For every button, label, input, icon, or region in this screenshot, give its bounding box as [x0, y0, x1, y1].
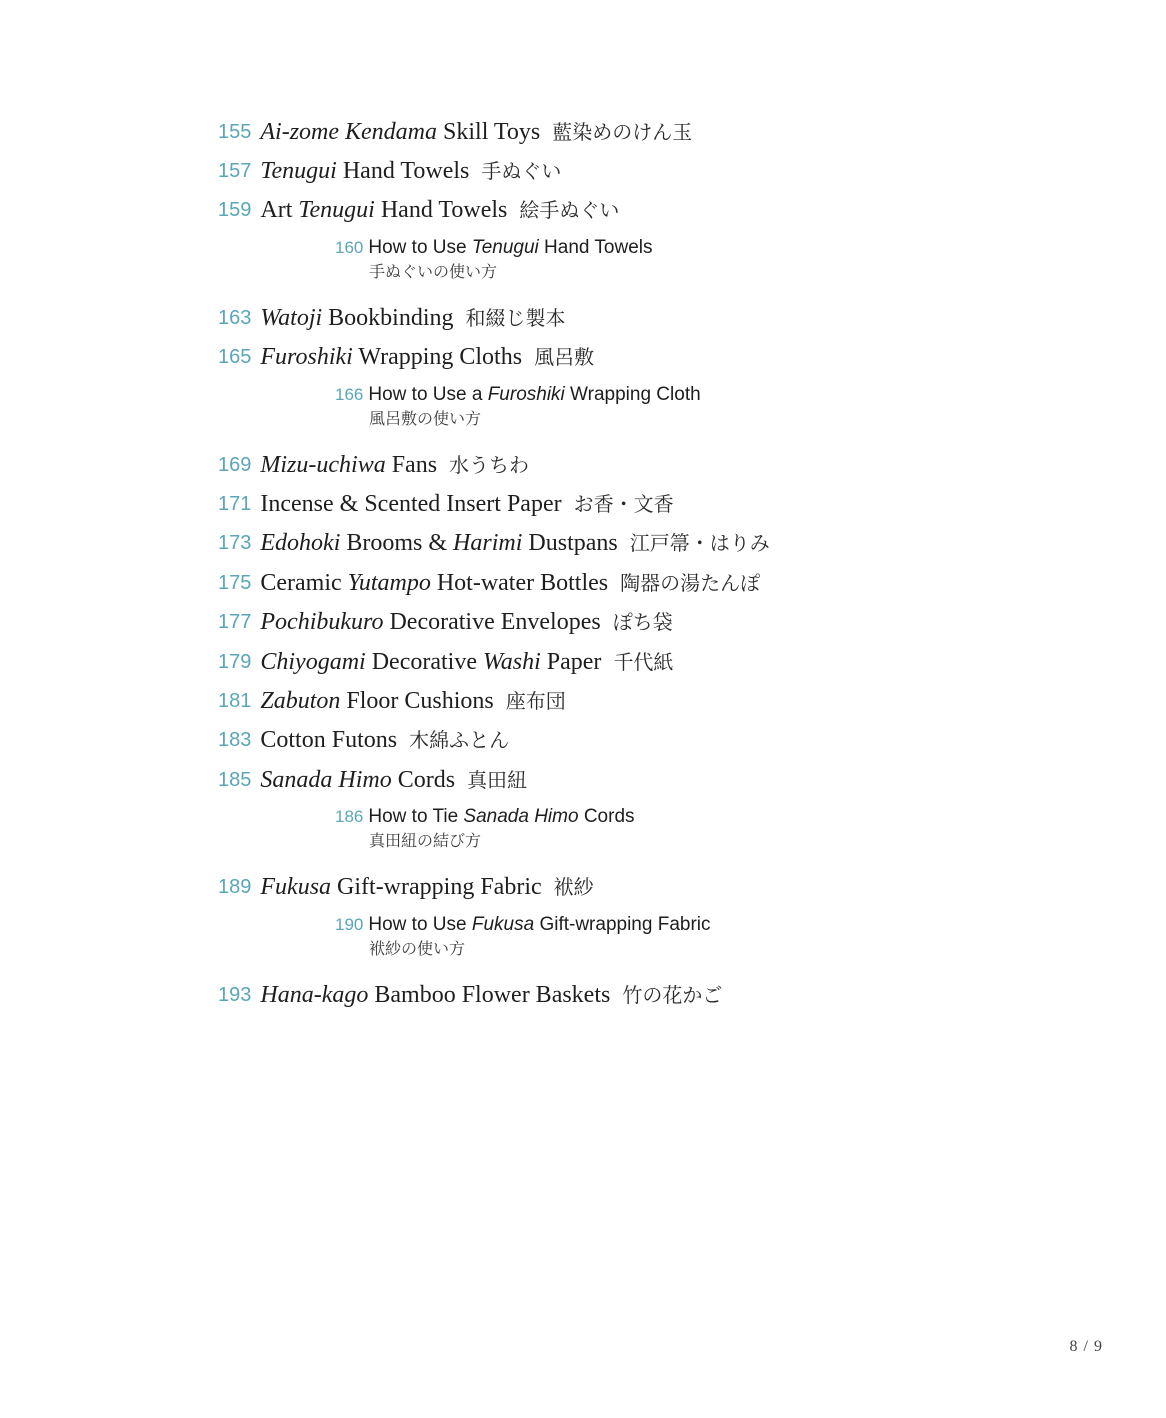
toc-title-part: Cords [391, 766, 456, 793]
toc-title-part: Watoji [260, 304, 323, 331]
toc-title [260, 728, 397, 752]
toc-subentry[interactable] [218, 907, 1118, 975]
toc-subentry-title-part: Wrapping Cloth [564, 383, 701, 405]
toc-subentry[interactable] [218, 799, 1118, 867]
toc-title-part: Pochibukuro [260, 609, 384, 636]
toc-title-part: Harimi [453, 530, 523, 557]
toc-japanese-title: 水うちわ [449, 452, 530, 477]
toc-title [260, 159, 469, 183]
toc-title-part: Yutampo [347, 569, 431, 596]
toc-entry[interactable] [218, 484, 1118, 523]
toc-title [260, 689, 493, 713]
toc-subentry-title-part: Fukusa [471, 913, 535, 935]
toc-entry[interactable] [218, 975, 1118, 1014]
toc-title-part: Incense & Scented Insert Paper [260, 491, 562, 518]
toc-japanese-title: 江戸箒・はりみ [629, 531, 770, 556]
toc-subentry-line [335, 913, 1118, 937]
toc-title-part: Tenugui [298, 197, 375, 224]
toc-title-part: Edohoki [260, 530, 341, 557]
toc-title-part: Sanada Himo [260, 766, 392, 793]
toc-entry[interactable] [218, 681, 1118, 720]
toc-subentry-page-number: 160 [335, 238, 364, 258]
toc-page-number: 179 [218, 650, 252, 673]
toc-japanese-title: ぽち袋 [612, 610, 673, 635]
toc-entry[interactable] [218, 191, 1118, 230]
toc-title-part: Mizu-uchiwa [260, 451, 386, 478]
toc-page-number: 163 [218, 306, 252, 329]
toc-title-part: Floor Cushions [340, 687, 494, 714]
toc-subentry[interactable] [218, 377, 1118, 445]
toc-subentry-japanese-title: 手ぬぐいの使い方 [369, 262, 498, 282]
toc-entry[interactable] [218, 603, 1118, 642]
toc-entry[interactable] [218, 151, 1118, 190]
toc-japanese-title: 真田紐 [467, 767, 528, 792]
toc-japanese-title: 藍染めのけん玉 [552, 119, 693, 144]
toc-page-number: 155 [218, 120, 252, 143]
toc-title [260, 120, 540, 144]
toc-japanese-title: 木綿ふとん [409, 728, 510, 753]
toc-title-part: Hana-kago [260, 981, 369, 1008]
toc-title-part: Ai-zome Kendama [260, 118, 438, 145]
toc-title-part: Fukusa [260, 874, 332, 901]
toc-subentry-line [335, 236, 1118, 260]
toc-title-part: Wrapping Cloths [352, 344, 523, 371]
toc-subentry-line [335, 805, 1118, 829]
toc-title-part: Hot-water Bottles [430, 569, 609, 596]
toc-page-number: 193 [218, 983, 252, 1006]
toc-entry[interactable] [218, 867, 1118, 906]
toc-subentry-title-part: Cords [578, 806, 635, 828]
toc-title-part: Skill Toys [437, 118, 541, 145]
toc-subentry-title-part: How to Use a [368, 383, 488, 405]
toc-japanese-title: お香・文香 [573, 492, 674, 517]
toc-title-part: Hand Towels [336, 158, 470, 185]
toc-entry[interactable] [218, 298, 1118, 337]
toc-title-part: Decorative Envelopes [383, 609, 601, 636]
toc-title-part: Hand Towels [374, 197, 508, 224]
toc-title-part: Paper [540, 648, 602, 675]
toc-title-part: Chiyogami [260, 648, 366, 675]
toc-subentry-japanese-title: 袱紗の使い方 [369, 938, 466, 958]
toc-subentry-title-part: Sanada Himo [463, 806, 579, 828]
toc-subentry-title-part: Gift-wrapping Fabric [534, 913, 711, 935]
toc-title-part: Fans [385, 451, 438, 478]
toc-page-number: 157 [218, 160, 252, 183]
toc-page-number: 185 [218, 768, 252, 791]
toc-page-number: 175 [218, 571, 252, 594]
toc-title-part: Ceramic [260, 569, 348, 596]
toc-title-part: Art [260, 197, 299, 224]
toc-japanese-title: 座布団 [505, 688, 566, 713]
toc-japanese-title: 和綴じ製本 [465, 305, 566, 330]
toc-subentry-japanese-title: 風呂敷の使い方 [369, 408, 482, 428]
toc-title [260, 198, 507, 222]
toc-subentry-page-number: 190 [335, 914, 364, 934]
toc-entry[interactable] [218, 524, 1118, 563]
toc-title [260, 345, 522, 369]
toc-title-part: Gift-wrapping Fabric [331, 874, 542, 901]
toc-title-part: Decorative [365, 648, 483, 675]
toc-japanese-title: 千代紙 [613, 649, 674, 674]
toc-subentry-title-part: Hand Towels [538, 237, 653, 259]
toc-title [260, 453, 437, 477]
toc-title [260, 650, 601, 674]
toc-title [260, 610, 600, 634]
toc-entry[interactable] [218, 445, 1118, 484]
toc-japanese-title: 竹の花かご [622, 982, 723, 1007]
toc-page-number: 171 [218, 493, 252, 516]
toc-title-part: Washi [482, 648, 541, 675]
toc-subentry-title-part: Tenugui [471, 237, 539, 259]
toc-page-number: 159 [218, 199, 252, 222]
toc-title [260, 983, 610, 1007]
toc-subentry-line [335, 383, 1118, 407]
toc-page-number: 177 [218, 611, 252, 634]
toc-japanese-title: 絵手ぬぐい [519, 198, 620, 223]
toc-page-number: 173 [218, 532, 252, 555]
toc-japanese-title: 陶器の湯たんぽ [620, 570, 761, 595]
toc-subentry-title-part: How to Tie [368, 806, 464, 828]
toc-subentry-japanese-title: 真田紐の結び方 [369, 831, 482, 851]
toc-title-part: Brooms & [340, 530, 454, 557]
toc-japanese-title: 袱紗 [553, 875, 594, 900]
toc-title [260, 531, 617, 555]
toc-title-part: Tenugui [260, 158, 337, 185]
toc-entry[interactable] [218, 112, 1118, 151]
page-number: 8 / 9 [1069, 1338, 1103, 1355]
toc-entry[interactable] [218, 760, 1118, 799]
toc-subentry-title-part: How to Use [368, 913, 472, 935]
toc-page-number: 189 [218, 876, 252, 899]
toc-title-part: Cotton Futons [260, 727, 398, 754]
toc-page-number: 169 [218, 453, 252, 476]
toc-title [260, 875, 541, 899]
toc-subentry-page-number: 166 [335, 384, 364, 404]
toc-subentry-title-part: How to Use [368, 237, 472, 259]
toc-title [260, 306, 453, 330]
toc-title [260, 492, 561, 516]
toc-page-number: 165 [218, 346, 252, 369]
toc-title-part: Dustpans [522, 530, 618, 557]
toc-subentry-page-number: 186 [335, 807, 364, 827]
toc-title-part: Furoshiki [260, 344, 353, 371]
toc-japanese-title: 風呂敷 [534, 345, 595, 370]
toc-entry[interactable] [218, 563, 1118, 602]
toc-title [260, 768, 455, 792]
toc-title [260, 571, 608, 595]
table-of-contents [218, 112, 1118, 1014]
toc-page-number: 181 [218, 689, 252, 712]
toc-entry[interactable] [218, 642, 1118, 681]
toc-entry[interactable] [218, 721, 1118, 760]
toc-entry[interactable] [218, 338, 1118, 377]
toc-subentry[interactable] [218, 230, 1118, 298]
toc-japanese-title: 手ぬぐい [481, 159, 562, 184]
toc-title-part: Bamboo Flower Baskets [368, 981, 611, 1008]
toc-subentry-title-part: Furoshiki [487, 383, 565, 405]
toc-page-number: 183 [218, 729, 252, 752]
toc-title-part: Bookbinding [322, 304, 454, 331]
toc-title-part: Zabuton [260, 687, 341, 714]
